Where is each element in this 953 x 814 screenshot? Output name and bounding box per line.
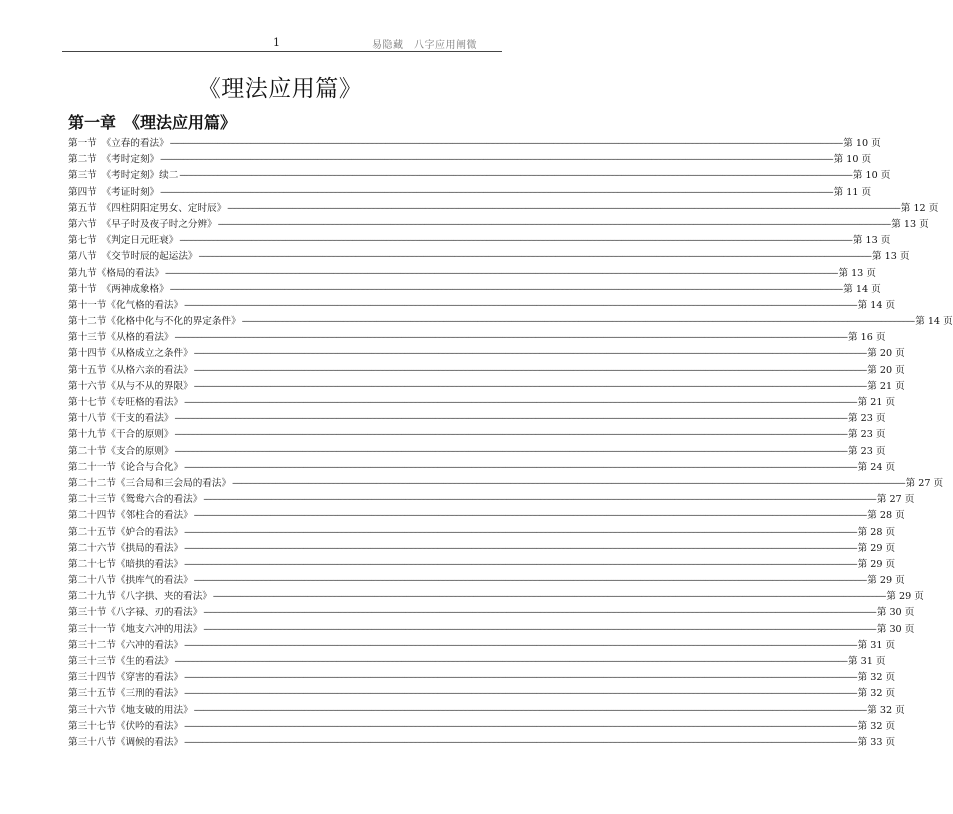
toc-entry-label: 第四节 《考证时刻》	[68, 186, 160, 198]
toc-leader-dashes: ------------------------------------------------------------------------------------------------------------------------------------------------------------------------------------------------------------------------------------------------------------------------------------------------------------	[184, 299, 857, 311]
toc-entry-page: 第 14 页	[857, 299, 896, 311]
toc-entry-page: 第 28 页	[867, 510, 905, 522]
page-title: 《理法应用篇》	[197, 76, 363, 102]
toc-leader-dashes: ------------------------------------------------------------------------------------------------------------------------------------------------------------------------------------------------------------------------------------------------------------------------------------------------------------	[164, 267, 838, 279]
toc-entry-label: 第十二节《化格中化与不化的界定条件》	[68, 316, 241, 328]
toc-leader-dashes: ------------------------------------------------------------------------------------------------------------------------------------------------------------------------------------------------------------------------------------------------------------------------------------------------------------	[212, 591, 886, 603]
toc-leader-dashes: ------------------------------------------------------------------------------------------------------------------------------------------------------------------------------------------------------------------------------------------------------------------------------------------------------------	[160, 186, 833, 198]
toc-entry-page: 第 30 页	[876, 607, 915, 619]
toc-entry-page: 第 20 页	[867, 348, 905, 360]
table-of-contents	[68, 136, 953, 751]
toc-entry-label: 第十九节《干合的原则》	[68, 429, 174, 441]
toc-entry-page: 第 32 页	[857, 720, 896, 732]
toc-leader-dashes: ------------------------------------------------------------------------------------------------------------------------------------------------------------------------------------------------------------------------------------------------------------------------------------------------------------	[184, 639, 857, 651]
toc-leader-dashes: ------------------------------------------------------------------------------------------------------------------------------------------------------------------------------------------------------------------------------------------------------------------------------------------------------------	[203, 623, 876, 635]
toc-leader-dashes: ------------------------------------------------------------------------------------------------------------------------------------------------------------------------------------------------------------------------------------------------------------------------------------------------------------	[184, 720, 857, 732]
toc-entry-page: 第 29 页	[886, 591, 924, 603]
toc-entry-label: 第十一节《化气格的看法》	[68, 299, 184, 311]
toc-entry-page: 第 27 页	[905, 477, 944, 489]
toc-entry-page: 第 32 页	[867, 704, 905, 716]
toc-entry-page: 第 32 页	[857, 688, 896, 700]
toc-leader-dashes: ------------------------------------------------------------------------------------------------------------------------------------------------------------------------------------------------------------------------------------------------------------------------------------------------------------	[227, 202, 900, 214]
toc-entry-label: 第二十九节《八字拱、夹的看法》	[68, 591, 212, 603]
toc-entry-label: 第二十一节《论合与合化》	[68, 461, 184, 473]
toc-entry[interactable]	[68, 168, 891, 184]
toc-entry-label: 第十三节《从格的看法》	[68, 332, 174, 344]
toc-leader-dashes: ------------------------------------------------------------------------------------------------------------------------------------------------------------------------------------------------------------------------------------------------------------------------------------------------------------	[179, 170, 852, 182]
toc-entry[interactable]	[68, 525, 896, 541]
toc-entry-page: 第 14 页	[915, 316, 953, 328]
toc-entry-page: 第 12 页	[900, 202, 939, 214]
toc-entry[interactable]	[68, 686, 896, 702]
toc-leader-dashes: ------------------------------------------------------------------------------------------------------------------------------------------------------------------------------------------------------------------------------------------------------------------------------------------------------------	[203, 494, 876, 506]
toc-entry[interactable]	[68, 379, 905, 395]
header-running-title: 易隐藏 八字应用阐微	[372, 40, 477, 51]
toc-entry[interactable]	[68, 444, 886, 460]
toc-leader-dashes: ------------------------------------------------------------------------------------------------------------------------------------------------------------------------------------------------------------------------------------------------------------------------------------------------------------	[184, 558, 857, 570]
toc-entry-label: 第十八节《干支的看法》	[68, 413, 174, 425]
toc-entry[interactable]	[68, 557, 896, 573]
toc-entry-label: 第一节 《立春的看法》	[68, 138, 169, 149]
toc-entry-label: 第三十七节《伏吟的看法》	[68, 720, 184, 732]
toc-entry[interactable]	[68, 654, 886, 670]
toc-entry-page: 第 29 页	[857, 558, 896, 570]
toc-entry[interactable]	[68, 541, 896, 557]
toc-entry-label: 第十节 《两神成象格》	[68, 283, 169, 295]
toc-leader-dashes: ------------------------------------------------------------------------------------------------------------------------------------------------------------------------------------------------------------------------------------------------------------------------------------------------------------	[184, 542, 857, 554]
toc-entry[interactable]	[68, 298, 896, 314]
toc-entry-label: 第十七节《专旺格的看法》	[68, 397, 184, 408]
toc-entry-page: 第 20 页	[867, 364, 905, 376]
toc-entry-label: 第十五节《从格六亲的看法》	[68, 364, 193, 376]
toc-entry[interactable]	[68, 411, 886, 427]
toc-entry-label: 第十六节《从与不从的界限》	[68, 380, 193, 392]
toc-entry[interactable]	[68, 622, 915, 638]
toc-entry[interactable]	[68, 249, 910, 265]
toc-entry-page: 第 27 页	[876, 494, 915, 506]
toc-entry-page: 第 13 页	[872, 251, 910, 263]
toc-entry-label: 第十四节《从格成立之条件》	[68, 348, 193, 360]
toc-entry-page: 第 13 页	[852, 235, 891, 247]
toc-entry[interactable]	[68, 573, 905, 589]
toc-entry[interactable]	[68, 492, 915, 508]
toc-entry-page: 第 13 页	[891, 218, 929, 230]
toc-entry-label: 第三十一节《地支六冲的用法》	[68, 623, 203, 635]
toc-entry[interactable]	[68, 346, 905, 362]
toc-entry[interactable]	[68, 427, 886, 443]
toc-entry[interactable]	[68, 330, 886, 346]
toc-entry-label: 第二十七节《暗拱的看法》	[68, 558, 184, 570]
toc-entry-page: 第 24 页	[857, 461, 896, 473]
toc-entry[interactable]	[68, 605, 915, 621]
toc-entry-page: 第 23 页	[848, 413, 886, 425]
toc-leader-dashes: ------------------------------------------------------------------------------------------------------------------------------------------------------------------------------------------------------------------------------------------------------------------------------------------------------------	[203, 607, 876, 619]
toc-entry-page: 第 33 页	[857, 736, 896, 748]
toc-entry-page: 第 31 页	[857, 639, 896, 651]
toc-entry[interactable]	[68, 670, 896, 686]
toc-leader-dashes: ------------------------------------------------------------------------------------------------------------------------------------------------------------------------------------------------------------------------------------------------------------------------------------------------------------	[169, 283, 843, 295]
toc-entry[interactable]	[68, 363, 905, 379]
toc-leader-dashes: ------------------------------------------------------------------------------------------------------------------------------------------------------------------------------------------------------------------------------------------------------------------------------------------------------------	[193, 380, 867, 392]
toc-leader-dashes: ------------------------------------------------------------------------------------------------------------------------------------------------------------------------------------------------------------------------------------------------------------------------------------------------------------	[174, 413, 848, 425]
toc-entry-page: 第 10 页	[833, 154, 872, 166]
toc-entry-page: 第 29 页	[867, 575, 905, 587]
toc-leader-dashes: ------------------------------------------------------------------------------------------------------------------------------------------------------------------------------------------------------------------------------------------------------------------------------------------------------------	[184, 672, 857, 684]
toc-entry-label: 第三十六节《地支破的用法》	[68, 704, 193, 716]
toc-entry[interactable]	[68, 703, 905, 719]
toc-leader-dashes: ------------------------------------------------------------------------------------------------------------------------------------------------------------------------------------------------------------------------------------------------------------------------------------------------------------	[174, 445, 848, 457]
header-page-number: 1	[273, 36, 280, 49]
toc-entry-label: 第三节 《考时定刻》续二	[68, 170, 179, 182]
toc-entry-page: 第 21 页	[867, 380, 905, 392]
header-divider	[62, 51, 502, 52]
toc-entry[interactable]	[68, 233, 891, 249]
toc-leader-dashes: ------------------------------------------------------------------------------------------------------------------------------------------------------------------------------------------------------------------------------------------------------------------------------------------------------------	[241, 316, 915, 328]
toc-entry[interactable]	[68, 735, 896, 751]
toc-entry-page: 第 13 页	[838, 267, 876, 279]
toc-entry-label: 第二十六节《拱局的看法》	[68, 542, 184, 554]
toc-entry-page: 第 10 页	[843, 138, 881, 149]
toc-entry-label: 第二十五节《妒合的看法》	[68, 526, 184, 538]
toc-entry[interactable]	[68, 266, 876, 282]
toc-entry-page: 第 29 页	[857, 542, 896, 554]
toc-entry[interactable]	[68, 589, 924, 605]
toc-entry-page: 第 28 页	[857, 526, 896, 538]
toc-entry-label: 第三十五节《三刑的看法》	[68, 688, 184, 700]
toc-entry-label: 第二十节《支合的原则》	[68, 445, 174, 457]
toc-leader-dashes: ------------------------------------------------------------------------------------------------------------------------------------------------------------------------------------------------------------------------------------------------------------------------------------------------------------	[193, 510, 867, 522]
toc-leader-dashes: ------------------------------------------------------------------------------------------------------------------------------------------------------------------------------------------------------------------------------------------------------------------------------------------------------------	[193, 364, 867, 376]
toc-entry-label: 第二十八节《拱库气的看法》	[68, 575, 193, 587]
toc-entry-page: 第 23 页	[848, 445, 886, 457]
toc-entry[interactable]	[68, 152, 872, 168]
toc-leader-dashes: ------------------------------------------------------------------------------------------------------------------------------------------------------------------------------------------------------------------------------------------------------------------------------------------------------------	[184, 461, 857, 473]
toc-entry-label: 第三十二节《六冲的看法》	[68, 639, 184, 651]
toc-entry[interactable]	[68, 460, 896, 476]
toc-entry-label: 第二十三节《鸳鸯六合的看法》	[68, 494, 203, 506]
toc-entry-label: 第二节 《考时定刻》	[68, 154, 160, 166]
toc-entry[interactable]	[68, 395, 896, 411]
toc-leader-dashes: ------------------------------------------------------------------------------------------------------------------------------------------------------------------------------------------------------------------------------------------------------------------------------------------------------------	[184, 688, 857, 700]
toc-entry-label: 第三十节《八字禄、刃的看法》	[68, 607, 203, 619]
toc-entry-page: 第 23 页	[848, 429, 886, 441]
toc-entry-label: 第三十八节《调候的看法》	[68, 736, 184, 748]
toc-entry-label: 第五节 《四柱阴阳定男女、定时辰》	[68, 202, 227, 214]
toc-leader-dashes: ------------------------------------------------------------------------------------------------------------------------------------------------------------------------------------------------------------------------------------------------------------------------------------------------------------	[169, 138, 843, 149]
toc-entry-page: 第 11 页	[833, 186, 872, 198]
toc-entry[interactable]	[68, 217, 929, 233]
toc-entry[interactable]	[68, 476, 944, 492]
toc-leader-dashes: ------------------------------------------------------------------------------------------------------------------------------------------------------------------------------------------------------------------------------------------------------------------------------------------------------------	[198, 251, 872, 263]
toc-entry[interactable]	[68, 136, 881, 152]
toc-entry-label: 第三十三节《生的看法》	[68, 656, 174, 667]
toc-entry-page: 第 10 页	[852, 170, 891, 182]
toc-entry[interactable]	[68, 314, 953, 330]
toc-entry-page: 第 14 页	[843, 283, 881, 295]
chapter-heading: 第一章 《理法应用篇》	[68, 113, 237, 132]
toc-leader-dashes: ------------------------------------------------------------------------------------------------------------------------------------------------------------------------------------------------------------------------------------------------------------------------------------------------------------	[179, 235, 852, 247]
toc-leader-dashes: ------------------------------------------------------------------------------------------------------------------------------------------------------------------------------------------------------------------------------------------------------------------------------------------------------------	[193, 348, 867, 360]
toc-entry-label: 第三十四节《穿害的看法》	[68, 672, 184, 684]
toc-entry-page: 第 16 页	[848, 332, 886, 344]
toc-entry-label: 第二十四节《邻柱合的看法》	[68, 510, 193, 522]
toc-entry-page: 第 31 页	[848, 656, 886, 667]
toc-entry[interactable]	[68, 185, 872, 201]
toc-entry-page: 第 21 页	[857, 397, 896, 408]
toc-entry[interactable]	[68, 201, 939, 217]
toc-entry[interactable]	[68, 508, 905, 524]
toc-leader-dashes: ------------------------------------------------------------------------------------------------------------------------------------------------------------------------------------------------------------------------------------------------------------------------------------------------------------	[184, 736, 857, 748]
toc-leader-dashes: ------------------------------------------------------------------------------------------------------------------------------------------------------------------------------------------------------------------------------------------------------------------------------------------------------------	[232, 477, 905, 489]
toc-leader-dashes: ------------------------------------------------------------------------------------------------------------------------------------------------------------------------------------------------------------------------------------------------------------------------------------------------------------	[174, 429, 848, 441]
toc-entry[interactable]	[68, 282, 881, 298]
toc-entry-label: 第二十二节《三合局和三会局的看法》	[68, 477, 232, 489]
toc-entry[interactable]	[68, 638, 896, 654]
toc-leader-dashes: ------------------------------------------------------------------------------------------------------------------------------------------------------------------------------------------------------------------------------------------------------------------------------------------------------------	[174, 656, 848, 667]
toc-entry-page: 第 32 页	[857, 672, 896, 684]
toc-leader-dashes: ------------------------------------------------------------------------------------------------------------------------------------------------------------------------------------------------------------------------------------------------------------------------------------------------------------	[193, 575, 867, 587]
toc-leader-dashes: ------------------------------------------------------------------------------------------------------------------------------------------------------------------------------------------------------------------------------------------------------------------------------------------------------------	[174, 332, 848, 344]
toc-leader-dashes: ------------------------------------------------------------------------------------------------------------------------------------------------------------------------------------------------------------------------------------------------------------------------------------------------------------	[184, 397, 857, 408]
toc-entry-label: 第八节 《交节时辰的起运法》	[68, 251, 198, 263]
toc-leader-dashes: ------------------------------------------------------------------------------------------------------------------------------------------------------------------------------------------------------------------------------------------------------------------------------------------------------------	[217, 218, 891, 230]
toc-entry-label: 第七节 《判定日元旺衰》	[68, 235, 179, 247]
toc-entry-page: 第 30 页	[876, 623, 915, 635]
toc-leader-dashes: ------------------------------------------------------------------------------------------------------------------------------------------------------------------------------------------------------------------------------------------------------------------------------------------------------------	[160, 154, 833, 166]
toc-entry[interactable]	[68, 719, 896, 735]
toc-leader-dashes: ------------------------------------------------------------------------------------------------------------------------------------------------------------------------------------------------------------------------------------------------------------------------------------------------------------	[184, 526, 857, 538]
toc-leader-dashes: ------------------------------------------------------------------------------------------------------------------------------------------------------------------------------------------------------------------------------------------------------------------------------------------------------------	[193, 704, 867, 716]
toc-entry-label: 第六节 《早子时及夜子时之分辨》	[68, 218, 217, 230]
toc-entry-label: 第九节《格局的看法》	[68, 267, 164, 279]
